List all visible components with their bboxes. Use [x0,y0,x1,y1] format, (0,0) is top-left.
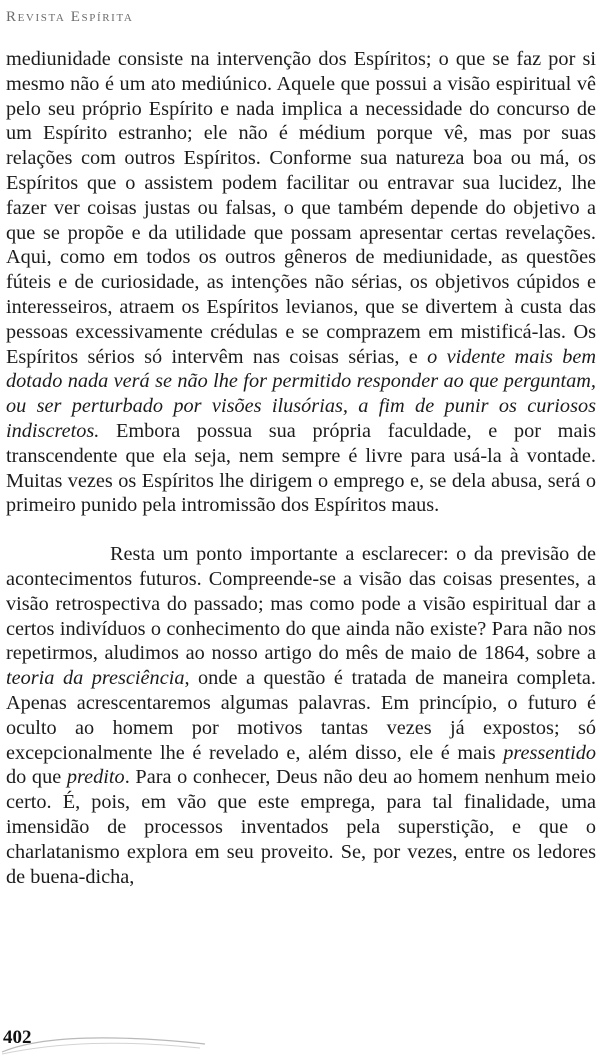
paragraph-2 [6,542,596,889]
text-segment: do que [6,766,67,789]
italic-segment: pressentido [503,741,596,764]
text-segment: Embora possua sua própria faculdade, e por mais transcendente que ela seja, nem sempre é livre para usá-la à vontade. Muitas vezes os Espíritos lhe dirigem o emprego e, se dela abusa, será o primeiro punido pela intromissão dos Espíritos maus. [6,419,596,517]
page-number: 402 [3,1027,32,1048]
text-segment: Resta um ponto importante a esclarecer: o da previsão de acontecimentos futuros. Compreende-se a visão das coisas presentes, a visão retrospectiva do passado; mas como pode a visão espiritual dar a certos indivíduos o conhecimento do que ainda não existe? Para não nos repetirmos, aludimos ao nosso artigo do mês de maio de 1864, sobre a [6,543,596,665]
page-corner-swoosh [0,1030,220,1056]
page-body [6,47,596,889]
italic-segment: predito [66,766,125,789]
italic-segment: teoria da presciência [6,667,185,690]
running-header: Revista Espírita [6,9,134,25]
italic-segment: o vidente mais bem dotado nada verá se não lhe for permitido responder ao que perguntam, ou ser perturbado por visões ilusórias, a fim de punir os curiosos indiscretos. [6,345,596,442]
text-segment: mediunidade consiste na intervenção dos Espíritos; o que se faz por si mesmo não é um ato mediúnico. Aquele que possui a visão espiritual vê pelo seu próprio Espírito e nada implica a necessidade do concurso de um Espírito estranho; ele não é médium porque vê, mas por suas relações com outros Espíritos. Conforme sua natureza boa ou má, os Espíritos que o assistem podem facilitar ou entravar sua lucidez, lhe fazer ver coisas justas ou falsas, o que também depende do objetivo a que se propõe e da utilidade que possam apresentar certas revelações. Aqui, como em todos os outros gêneros de mediunidade, as questões fúteis e de curiosidade, as intenções não sérias, os objetivos cúpidos e interesseiros, atraem os Espíritos levianos, que se divertem à custa das pessoas excessivamente crédulas e se comprazem em mistificá-las. Os Espíritos sérios só intervêm nas coisas sérias, e [6,48,596,368]
text-segment: . Para o conhecer, Deus não deu ao homem nenhum meio certo. É, pois, em vão que este emprega, para tal finalidade, uma imensidão de processos inventados pela superstição, e que o charlatanismo explora em seu proveito. Se, por vezes, entre os ledores de buena-dicha, [6,766,596,888]
paragraph-1 [6,47,596,518]
text-segment: , onde a questão é tratada de maneira completa. Apenas acrescentaremos algumas palavras. Em princípio, o futuro é oculto ao homem por motivos tantas vezes já expostos; só excepcionalmente lhe é revelado e, além disso, ele é mais [6,667,596,764]
